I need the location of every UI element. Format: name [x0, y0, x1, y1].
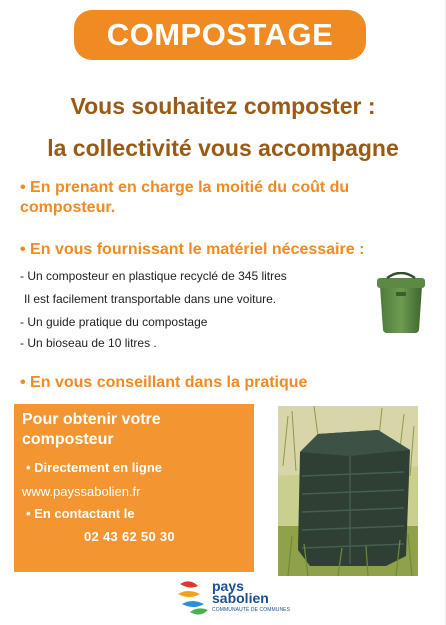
- phone-number[interactable]: 02 43 62 50 30: [84, 529, 175, 544]
- item-composteur: - Un composteur en plastique recyclé de 345 litres: [20, 269, 287, 283]
- item-guide: - Un guide pratique du compostage: [20, 315, 208, 329]
- headline-line-2: la collectivité vous accompagne: [47, 135, 399, 161]
- item-bioseau: - Un bioseau de 10 litres .: [20, 336, 157, 350]
- headline-line-1: Vous souhaitez composter :: [70, 93, 376, 119]
- title-banner: [74, 10, 366, 60]
- bullet-material: • En vous fournissant le matériel nécessaire :: [20, 241, 365, 258]
- page-title: COMPOSTAGE: [106, 17, 334, 52]
- item-transport: Il est facilement transportable dans une voiture.: [24, 292, 277, 306]
- bullet-advice: • En vous conseillant dans la pratique: [20, 374, 308, 391]
- pays-sabolien-logo: [176, 578, 291, 620]
- contact-label: • En contactant le: [26, 506, 135, 521]
- contact-title: Pour obtenir votre composteur: [22, 411, 161, 448]
- website-link[interactable]: www.payssabolien.fr: [22, 484, 141, 499]
- logo-mark-icon: [176, 578, 210, 618]
- contact-box: [14, 404, 254, 572]
- composter-photo: [278, 406, 418, 576]
- logo-text-sabolien: sabolien: [212, 590, 269, 606]
- logo-text-pays: pays: [212, 578, 244, 594]
- online-label: • Directement en ligne: [26, 460, 163, 475]
- logo-subtitle: COMMUNAUTÉ DE COMMUNES: [212, 607, 291, 613]
- bullet-cost: • En prenant en charge la moitié du coût du composteur.: [20, 179, 350, 216]
- bioseau-image: [372, 272, 430, 334]
